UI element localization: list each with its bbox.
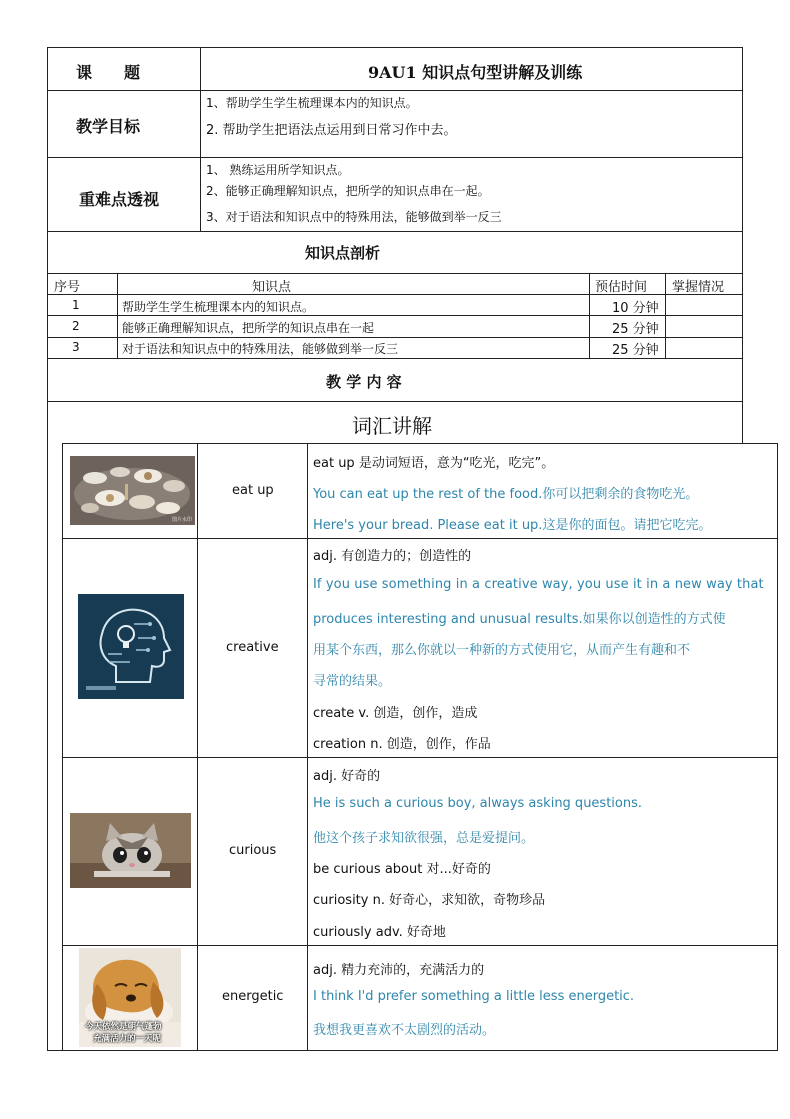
subject-label: 课 题	[76, 63, 141, 82]
col-header-status: 掌握情况	[672, 280, 725, 295]
vocab-example: produces interesting and unusual results.如果你以创造性的方式使	[313, 612, 726, 627]
food-table-image	[70, 456, 195, 525]
vocab-example: If you use something in a creative way, you use it in a new way that	[313, 577, 764, 592]
curious-cat-image	[70, 813, 191, 888]
row-time: 10 分钟	[612, 301, 659, 316]
energetic-dog-image	[79, 948, 181, 1047]
focus-line: 2、能够正确理解知识点，把所学的知识点串在一起。	[206, 184, 490, 198]
analysis-heading: 知识点剖析	[305, 244, 381, 262]
vocab-word: curious	[229, 843, 277, 858]
vocab-example: You can eat up the rest of the food.你可以把剩余的食物吃光。	[313, 487, 699, 502]
image-watermark: 图片水印	[171, 517, 192, 523]
vocab-line: creation n. 创造，创作，作品	[313, 737, 491, 752]
row-point: 对于语法和知识点中的特殊用法，能够做到举一反三	[122, 342, 399, 356]
vocab-example: 他这个孩子求知欲很强，总是爱提问。	[313, 831, 535, 846]
row-no: 2	[72, 319, 80, 333]
goals-label: 教学目标	[76, 117, 141, 136]
vocab-word: creative	[226, 640, 279, 655]
vocab-word: energetic	[222, 989, 284, 1004]
col-header-no: 序号	[54, 280, 81, 295]
image-caption: 充满活力的一天呢	[93, 1034, 162, 1044]
vocab-example: 寻常的结果。	[313, 674, 392, 689]
content-heading: 教 学 内 容	[326, 373, 402, 391]
row-time: 25 分钟	[612, 343, 659, 358]
row-no: 1	[72, 298, 80, 312]
vocab-example: 用某个东西，那么你就以一种新的方式使用它，从而产生有趣和不	[313, 643, 691, 658]
vocab-line: eat up 是动词短语，意为“吃光，吃完”。	[313, 456, 555, 471]
focus-line: 1、 熟练运用所学知识点。	[206, 163, 350, 177]
col-header-time: 预估时间	[595, 280, 648, 295]
focus-label: 重难点透视	[79, 190, 160, 209]
row-no: 3	[72, 340, 80, 354]
page-title: 9AU1 知识点句型讲解及训练	[368, 63, 583, 82]
row-point: 帮助学生学生梳理课本内的知识点。	[122, 300, 315, 314]
vocab-line: adj. 有创造力的；创造性的	[313, 549, 472, 564]
vocab-line: adj. 好奇的	[313, 769, 381, 784]
vocab-line: curiosity n. 好奇心，求知欲，奇物珍品	[313, 893, 546, 908]
row-point: 能够正确理解知识点，把所学的知识点串在一起	[122, 321, 375, 335]
goal-line: 1、帮助学生学生梳理课本内的知识点。	[206, 96, 418, 110]
goal-line: 2. 帮助学生把语法点运用到日常习作中去。	[206, 123, 457, 138]
creative-head-image	[78, 594, 184, 699]
vocab-line: curiously adv. 好奇地	[313, 925, 446, 940]
vocab-line: be curious about 对...好奇的	[313, 862, 491, 877]
vocab-example: I think I'd prefer something a little less energetic.	[313, 989, 635, 1004]
row-time: 25 分钟	[612, 322, 659, 337]
vocab-example: He is such a curious boy, always asking questions.	[313, 796, 643, 811]
vocab-line: adj. 精力充沛的，充满活力的	[313, 963, 485, 978]
image-caption: 今天依然是朝气蓬勃	[85, 1022, 162, 1032]
vocab-word: eat up	[232, 483, 274, 498]
focus-line: 3、对于语法和知识点中的特殊用法，能够做到举一反三	[206, 210, 502, 224]
vocab-line: create v. 创造，创作，造成	[313, 706, 478, 721]
vocab-example: Here's your bread. Please eat it up.这是你的面包。请把它吃完。	[313, 518, 712, 533]
vocab-heading: 词汇讲解	[352, 414, 432, 438]
vocab-example: 我想我更喜欢不太剧烈的活动。	[313, 1023, 496, 1038]
col-header-point: 知识点	[252, 280, 292, 295]
